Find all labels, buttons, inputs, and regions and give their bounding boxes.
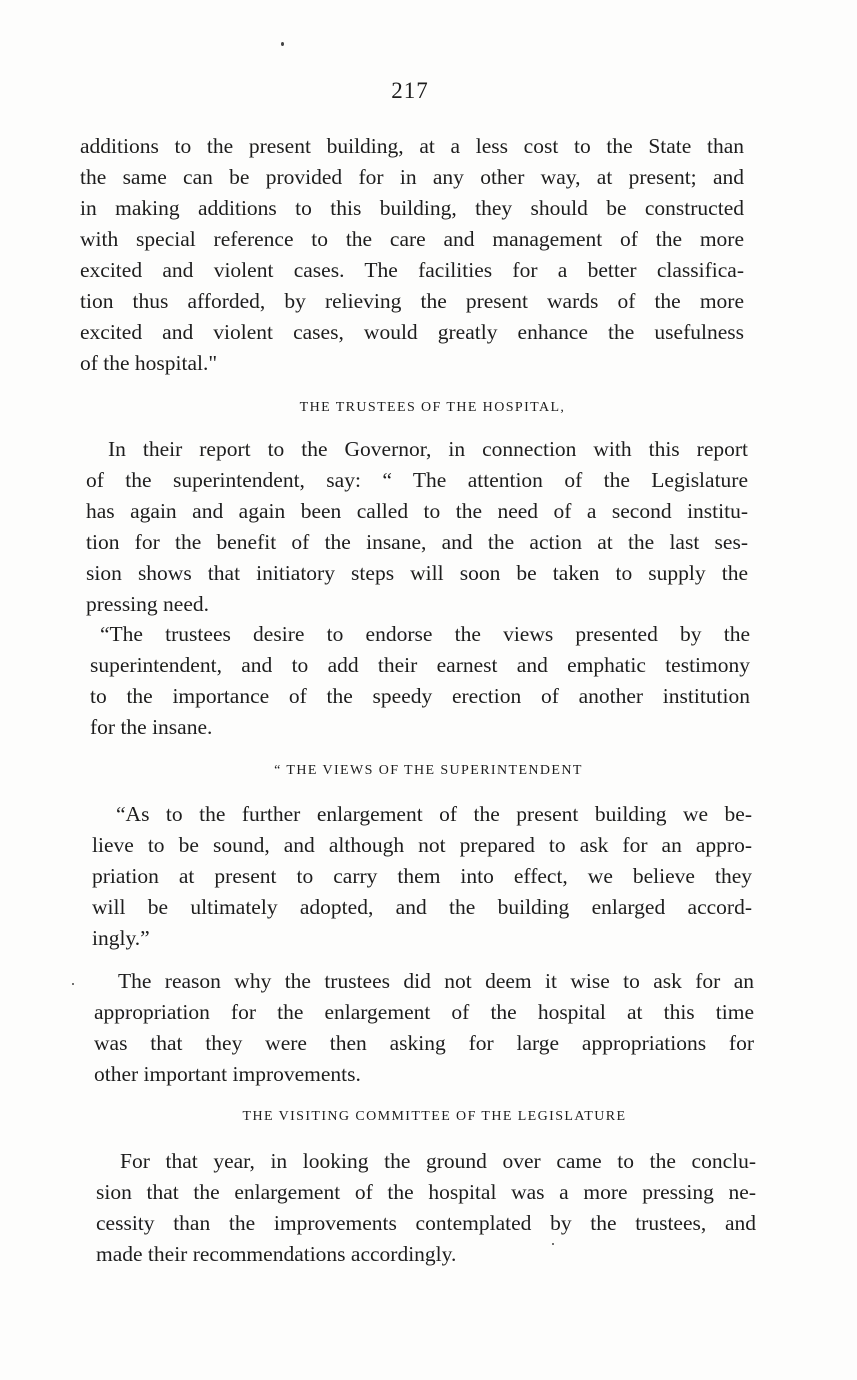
trustees-report-paragraph [86,434,748,620]
text-line: “The trustees desire to endorse the views presented by the [100,622,750,646]
text-line: ingly.” [92,926,150,950]
text-line: tion thus afforded, by relieving the present wards of the more [80,289,744,313]
text-line: in making additions to this building, they should be constructed [80,196,744,220]
section-heading-trustees: THE TRUSTEES OF THE HOSPITAL, [299,400,566,415]
text-line: excited and violent cases. The facilities for a better classifica- [80,258,744,282]
text-line: the same can be provided for in any other way, at present; and [80,165,744,189]
section-heading-views: “ THE VIEWS OF THE SUPERINTENDENT [274,763,583,778]
text-line: appropriation for the enlargement of the hospital at this time [94,1000,754,1024]
text-line: tion for the benefit of the insane, and the action at the last ses- [86,530,748,554]
text-line: of the hospital." [80,351,218,375]
text-line: The reason why the trustees did not deem it wise to ask for an [118,969,754,993]
ink-speck [72,983,74,985]
text-line: for the insane. [90,715,213,739]
text-line: has again and again been called to the need of a second institu- [86,499,748,523]
reason-paragraph [94,966,754,1090]
text-line: For that year, in looking the ground over came to the conclu- [120,1149,756,1173]
text-line: pressing need. [86,592,209,616]
committee-paragraph [96,1146,756,1270]
text-line: additions to the present building, at a less cost to the State than [80,134,744,158]
text-line: “As to the further enlargement of the present building we be- [116,802,752,826]
text-line: sion that the enlargement of the hospital was a more pressing ne- [96,1180,756,1204]
text-line: lieve to be sound, and although not prepared to ask for an appro- [92,833,752,857]
text-line: was that they were then asking for large appropriations for [94,1031,754,1055]
section-heading-committee: THE VISITING COMMITTEE OF THE LEGISLATURE [242,1109,627,1124]
text-line: other important improvements. [94,1062,361,1086]
text-line: to the importance of the speedy erection of another institution [90,684,750,708]
text-line: sion shows that initiatory steps will soon be taken to supply the [86,561,748,585]
ink-speck [281,42,284,46]
text-line: priation at present to carry them into effect, we believe they [92,864,752,888]
text-line: superintendent, and to add their earnest and emphatic testimony [90,653,750,677]
text-line: cessity than the improvements contemplated by the trustees, and [96,1211,756,1235]
intro-paragraph [80,131,744,379]
text-line: with special reference to the care and management of the more [80,227,744,251]
text-line: In their report to the Governor, in connection with this report [108,437,748,461]
page-number: 217 [391,78,429,103]
text-line: will be ultimately adopted, and the building enlarged accord- [92,895,752,919]
text-line: excited and violent cases, would greatly enhance the usefulness [80,320,744,344]
views-paragraph [92,799,752,954]
text-line: of the superintendent, say: “ The attention of the Legislature [86,468,748,492]
text-line: made their recommendations accordingly. [96,1242,457,1266]
trustees-endorse-paragraph [90,619,750,743]
